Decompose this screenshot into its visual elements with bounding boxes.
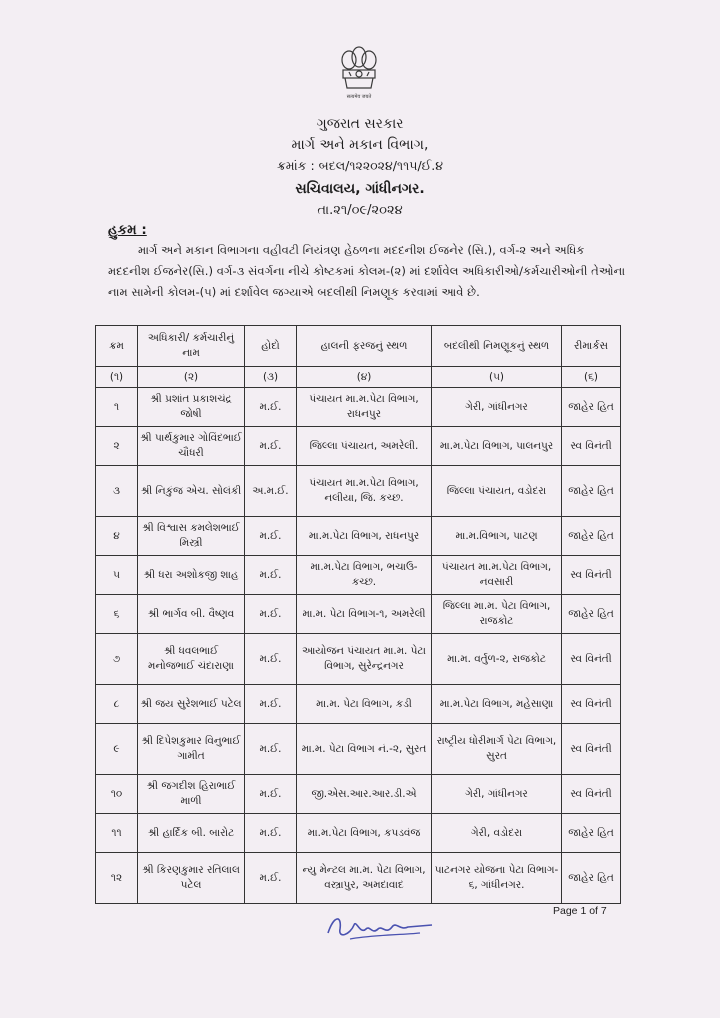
cell-post: મ.ઈ. [245, 427, 297, 466]
office-address: સચિવાલય, ગાંધીનગર. [295, 181, 425, 197]
order-number: ક્રમાંક : બદલ/૧૨૨૦૨૪/૧૧૫/ઈ.૪ [276, 158, 444, 173]
cell-post: મ.ઈ. [245, 634, 297, 685]
gov-title: ગુજરાત સરકાર [316, 116, 404, 132]
cell-serial: ૩ [96, 466, 138, 517]
table-row [96, 775, 621, 814]
cell-new-place: ગેરી, વડોદરા [432, 814, 562, 853]
cell-name: શ્રી કિરણકુમાર રતિલાલ પટેલ [138, 853, 245, 904]
cell-name: શ્રી પ્રશાંત પ્રકાશચંદ્ર જોષી [138, 388, 245, 427]
national-emblem-icon [335, 42, 383, 102]
cell-post: મ.ઈ. [245, 724, 297, 775]
cell-new-place: પંચાયત મા.મ.પેટા વિભાગ, નવસારી [432, 556, 562, 595]
table-row [96, 427, 621, 466]
cell-current-place: જિલ્લા પંચાયત, અમરેલી. [297, 427, 432, 466]
transfer-table [95, 325, 621, 904]
cell-serial: ૯ [96, 724, 138, 775]
cell-post: મ.ઈ. [245, 814, 297, 853]
cell-new-place: રાષ્ટ્રીય ધોરીમાર્ગ પેટા વિભાગ, સુરત [432, 724, 562, 775]
table-row [96, 388, 621, 427]
table-header-row [96, 326, 621, 367]
cell-remark: સ્વ વિનંતી [562, 775, 621, 814]
cell-new-place: જિલ્લા મા.મ. પેટા વિભાગ, રાજકોટ [432, 595, 562, 634]
cell-serial: ૫ [96, 556, 138, 595]
cell-current-place: મા.મ. પેટા વિભાગ નં.-૨, સુરત [297, 724, 432, 775]
cell-current-place: ન્યુ મેન્ટલ મા.મ. પેટા વિભાગ, વસ્ત્રાપુર, અમદાવાદ [297, 853, 432, 904]
cell-serial: ૭ [96, 634, 138, 685]
cell-remark: સ્વ વિનંતી [562, 685, 621, 724]
cell-new-place: મા.મ. વર્તુળ-૨, રાજકોટ [432, 634, 562, 685]
cell-current-place: મા.મ. પેટા વિભાગ-૧, અમરેલી [297, 595, 432, 634]
table-row [96, 724, 621, 775]
cell-current-place: જી.એસ.આર.આર.ડી.એ [297, 775, 432, 814]
cell-new-place: મા.મ.વિભાગ, પાટણ [432, 517, 562, 556]
cell-name: શ્રી ભાર્ગવ બી. વૈષ્ણવ [138, 595, 245, 634]
cell-serial: ૧૦ [96, 775, 138, 814]
cell-name: શ્રી નિકુંજ એચ. સોલંકી [138, 466, 245, 517]
signature-icon [320, 905, 440, 947]
cell-name: શ્રી જગદીશ હિરાભાઈ માળી [138, 775, 245, 814]
column-number-row [96, 367, 621, 388]
cell-post: મ.ઈ. [245, 775, 297, 814]
header-current-place: હાલની ફરજનું સ્થળ [297, 326, 432, 367]
cell-serial: ૪ [96, 517, 138, 556]
cell-post: મ.ઈ. [245, 595, 297, 634]
cell-name: શ્રી ધવલભાઈ મનોજભાઈ ચંદારાણા [138, 634, 245, 685]
cell-current-place: પંચાયત મા.મ.પેટા વિભાગ, રાધનપુર [297, 388, 432, 427]
cell-current-place: આયોજન પંચાયત મા.મ. પેટા વિભાગ, સુરેન્દ્રનગર [297, 634, 432, 685]
cell-serial: ૧૧ [96, 814, 138, 853]
header-new-place: બદલીથી નિમણૂકનું સ્થળ [432, 326, 562, 367]
table-row [96, 517, 621, 556]
header-post: હોદો [245, 326, 297, 367]
cell-current-place: મા.મ. પેટા વિભાગ, કડી [297, 685, 432, 724]
cell-name: શ્રી જય સુરેશભાઈ પટેલ [138, 685, 245, 724]
cell-current-place: મા.મ.પેટા વિભાગ, ભચાઉ-કચ્છ. [297, 556, 432, 595]
table-row [96, 634, 621, 685]
table-row [96, 556, 621, 595]
cell-remark: સ્વ વિનંતી [562, 634, 621, 685]
cell-new-place: મા.મ.પેટા વિભાગ, મહેસાણા [432, 685, 562, 724]
cell-post: મ.ઈ. [245, 853, 297, 904]
cell-remark: જાહેર હિત [562, 466, 621, 517]
cell-name: શ્રી દિપેશકુમાર વિનુભાઈ ગામીત [138, 724, 245, 775]
cell-post: મ.ઈ. [245, 685, 297, 724]
cell-remark: જાહેર હિત [562, 853, 621, 904]
cell-post: અ.મ.ઈ. [245, 466, 297, 517]
cell-name: શ્રી ધરા અશોકજી શાહ [138, 556, 245, 595]
table-row [96, 466, 621, 517]
cell-new-place: ગેરી, ગાંધીનગર [432, 775, 562, 814]
col-number: (૬) [562, 367, 621, 388]
cell-remark: સ્વ વિનંતી [562, 724, 621, 775]
col-number: (૫) [432, 367, 562, 388]
cell-post: મ.ઈ. [245, 556, 297, 595]
table-row [96, 814, 621, 853]
header-remarks: રીમાર્કસ [562, 326, 621, 367]
cell-remark: સ્વ વિનંતી [562, 427, 621, 466]
department-title: માર્ગ અને મકાન વિભાગ, [291, 137, 429, 153]
cell-remark: જાહેર હિત [562, 814, 621, 853]
cell-serial: ૮ [96, 685, 138, 724]
cell-name: શ્રી પાર્થકુમાર ગોવિંદભાઈ ચૌધરી [138, 427, 245, 466]
col-number: (૪) [297, 367, 432, 388]
table-row [96, 853, 621, 904]
cell-new-place: ગેરી, ગાંધીનગર [432, 388, 562, 427]
cell-serial: ૧ [96, 388, 138, 427]
cell-name: શ્રી હાર્દિક બી. બારોટ [138, 814, 245, 853]
cell-new-place: પાટનગર યોજના પેટા વિભાગ- ૬, ગાંધીનગર. [432, 853, 562, 904]
table-row [96, 595, 621, 634]
emblem-motto: सत्यमेव जयते [346, 94, 372, 100]
cell-serial: ૨ [96, 427, 138, 466]
order-body-text: માર્ગ અને મકાન વિભાગના વહીવટી નિયંત્રણ હેઠળના મદદનીશ ઈજનેર (સિ.), વર્ગ-૨ અને અધિક મદદનીશ ઈજનેર(સિ.) વર્ગ-૩ સંવર્ગના નીચે કોષ્ટકમાં કોલમ-(૨) માં દર્શાવેલ અધિકારીઓ/કર્મચારીઓની તેઓના નામ સામેની કોલમ-(૫) માં દર્શાવેલ જગ્યાએ બદલીથી નિમણૂક કરવામાં આવે છે. [108, 243, 626, 299]
header-name: અધિકારી/ કર્મચારીનું નામ [138, 326, 245, 367]
table-row [96, 685, 621, 724]
cell-serial: ૧૨ [96, 853, 138, 904]
cell-remark: જાહેર હિત [562, 517, 621, 556]
header-serial: ક્રમ [96, 326, 138, 367]
cell-remark: સ્વ વિનંતી [562, 556, 621, 595]
cell-remark: જાહેર હિત [562, 388, 621, 427]
cell-name: શ્રી વિશ્વાસ કમલેશભાઈ મિસ્ત્રી [138, 517, 245, 556]
col-number: (૩) [245, 367, 297, 388]
col-number: (૨) [138, 367, 245, 388]
cell-serial: ૬ [96, 595, 138, 634]
page-number: Page 1 of 7 [553, 905, 607, 917]
order-label: હુકમ : [108, 222, 147, 238]
cell-current-place: પંચાયત મા.મ.પેટા વિભાગ, નલીયા, જિ. કચ્છ. [297, 466, 432, 517]
cell-post: મ.ઈ. [245, 517, 297, 556]
cell-current-place: મા.મ.પેટા વિભાગ, રાધનપુર [297, 517, 432, 556]
cell-remark: જાહેર હિત [562, 595, 621, 634]
cell-post: મ.ઈ. [245, 388, 297, 427]
cell-current-place: મા.મ.પેટા વિભાગ, કપડવંજ [297, 814, 432, 853]
col-number: (૧) [96, 367, 138, 388]
cell-new-place: મા.મ.પેટા વિભાગ, પાલનપુર [432, 427, 562, 466]
order-date: તા.૨૧/૦૯/૨૦૨૪ [317, 203, 403, 218]
cell-new-place: જિલ્લા પંચાયત, વડોદરા [432, 466, 562, 517]
